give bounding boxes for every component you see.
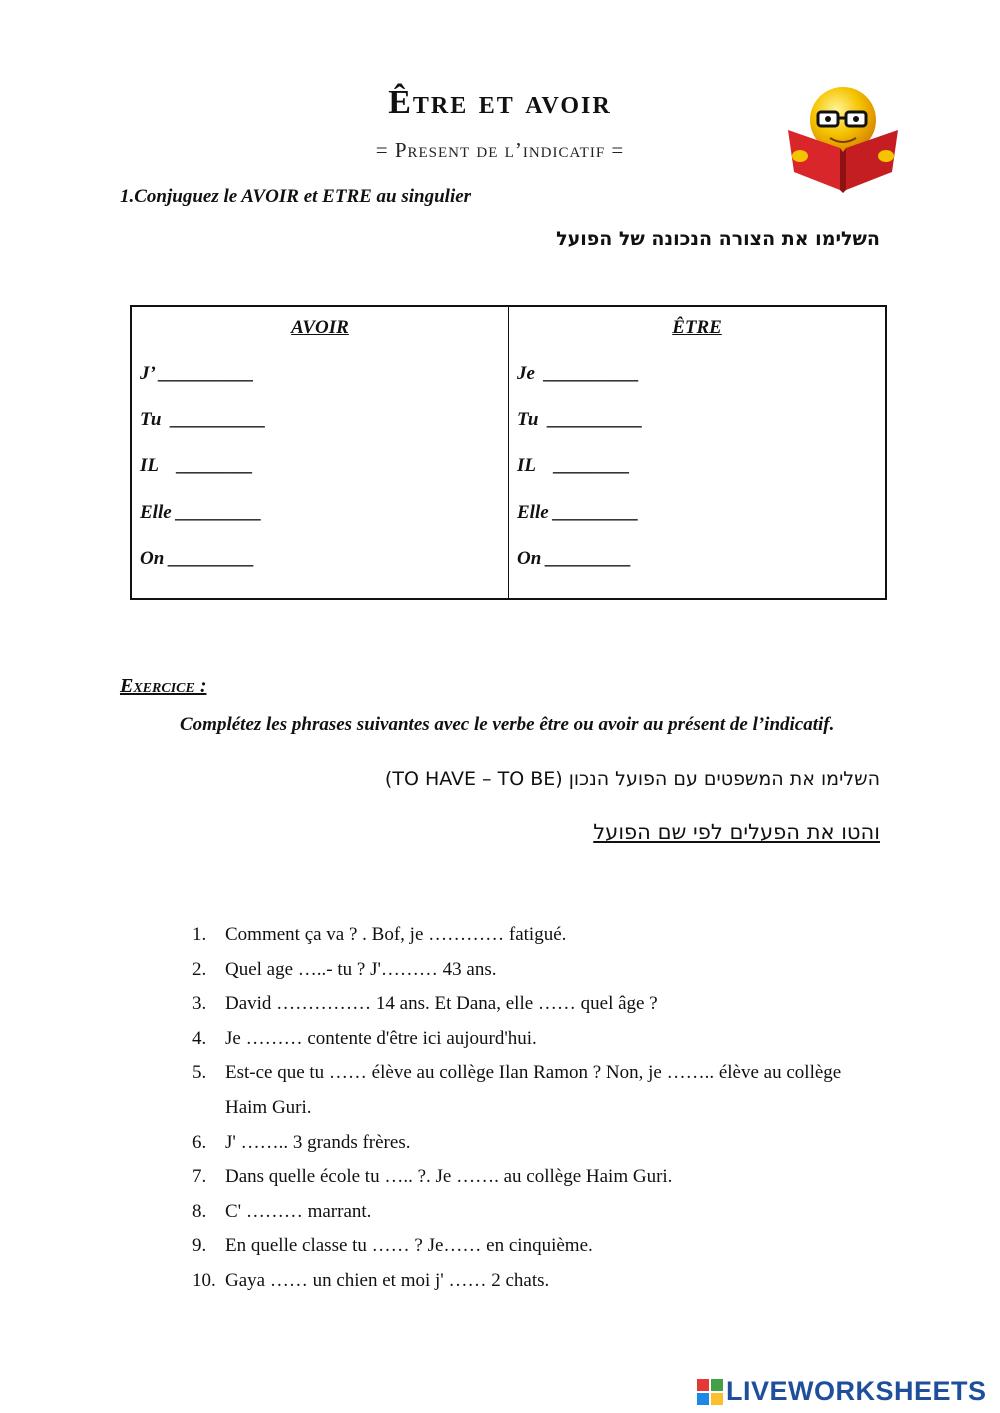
page-subtitle: = Present de l’indicatif = [375, 138, 625, 162]
etre-header: ÊTRE [672, 317, 722, 338]
list-item[interactable]: 6. J' …….. 3 grands frères. [192, 1131, 411, 1153]
list-item[interactable]: 7. Dans quelle école tu ….. ?. Je ……. au collège Haim Guri. [192, 1166, 673, 1188]
etre-column [508, 307, 885, 598]
footer-brand[interactable] [697, 1376, 987, 1407]
etre-row-tu[interactable]: Tu __________ [517, 409, 643, 430]
avoir-row-tu[interactable]: Tu __________ [140, 409, 266, 430]
hebrew-exercise-line-2: והטו את הפעלים לפי שם הפועל [593, 820, 880, 844]
etre-row-il[interactable]: IL ________ [517, 455, 631, 476]
section-heading: 1.Conjuguez le AVOIR et ETRE au singulier [120, 186, 472, 207]
liveworksheets-logo-icon [697, 1379, 723, 1405]
etre-row-elle[interactable]: Elle _________ [517, 502, 639, 523]
conjugation-table [130, 305, 887, 600]
avoir-row-on[interactable]: On _________ [140, 548, 255, 569]
avoir-column [132, 307, 508, 598]
list-item[interactable]: 5. Est-ce que tu …… élève au collège Ilan Ramon ? Non, je …….. élève au collège Haim Guri. [192, 1062, 842, 1118]
exercise-heading: Exercice : [120, 675, 207, 697]
avoir-row-elle[interactable]: Elle _________ [140, 502, 262, 523]
hebrew-instruction: השלימו את הצורה הנכונה של הפועל [556, 228, 880, 250]
list-item[interactable]: 8. C' ……… marrant. [192, 1200, 372, 1222]
avoir-row-il[interactable]: IL ________ [140, 455, 254, 476]
brand-name: LIVEWORKSHEETS [726, 1376, 987, 1406]
list-item[interactable]: 10. Gaya …… un chien et moi j' …… 2 chats. [192, 1269, 550, 1291]
avoir-header: AVOIR [291, 317, 349, 338]
reading-smiley-icon [780, 82, 905, 194]
list-item[interactable]: 2. Quel age …..- tu ? J'……… 43 ans. [192, 958, 497, 980]
exercise-list [192, 918, 882, 1299]
list-item[interactable]: 1. Comment ça va ? . Bof, je ………… fatigué. [192, 924, 567, 945]
list-item[interactable]: 9. En quelle classe tu …… ? Je…… en cinquième. [192, 1235, 593, 1257]
etre-row-je[interactable]: Je __________ [517, 363, 640, 384]
etre-row-on[interactable]: On _________ [517, 548, 632, 569]
page-title: Être et avoir [388, 84, 612, 121]
avoir-row-j[interactable]: J’ __________ [140, 363, 255, 384]
list-item[interactable]: 4. Je ……… contente d'être ici aujourd'hui. [192, 1027, 537, 1049]
exercise-instruction: Complétez les phrases suivantes avec le verbe être ou avoir au présent de l’indicatif. [180, 714, 835, 735]
list-item[interactable]: 3. David …………… 14 ans. Et Dana, elle …… quel âge ? [192, 993, 658, 1015]
hebrew-exercise-line-1: השלימו את המשפטים עם הפועל הנכון (TO HAVE – TO BE) [384, 768, 880, 790]
